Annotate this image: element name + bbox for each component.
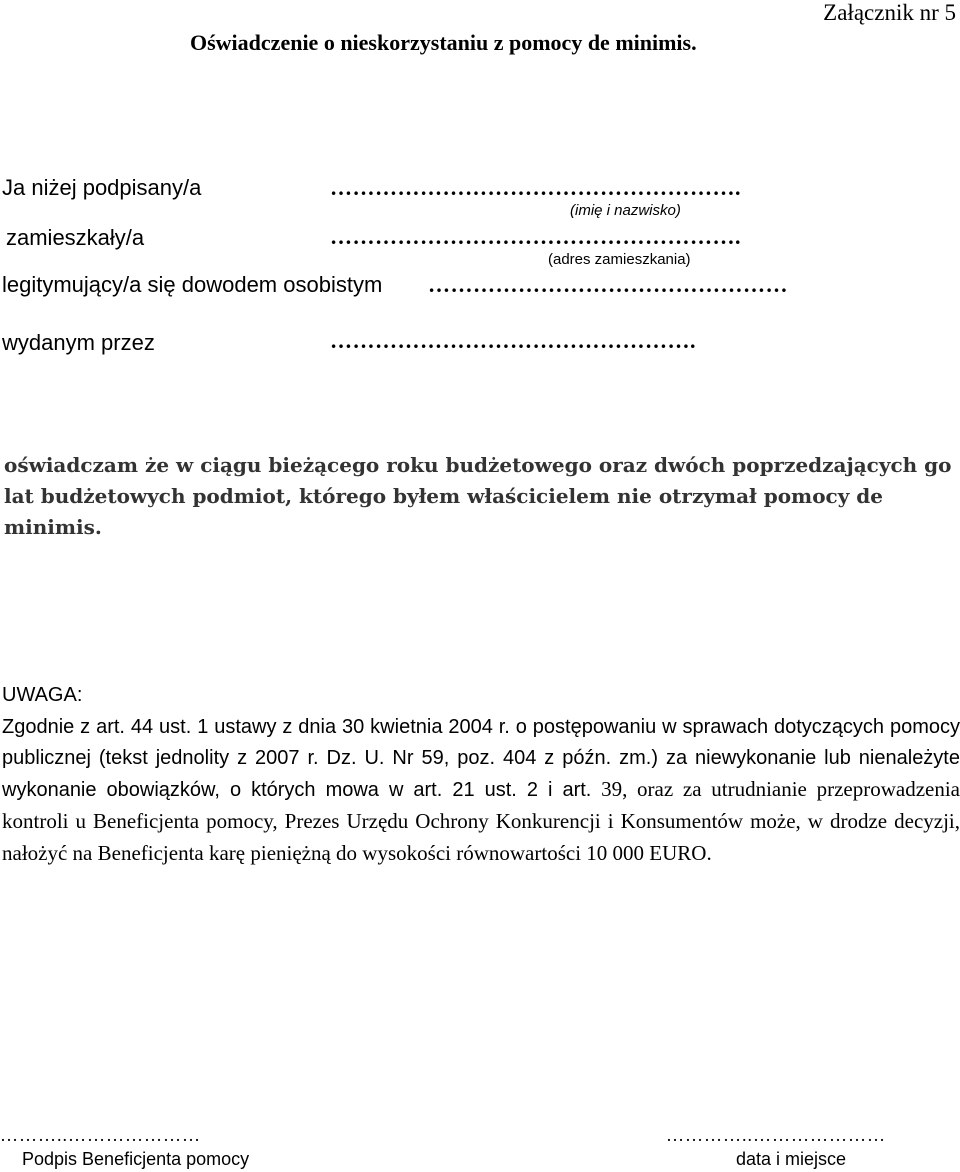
- document-title: Oświadczenie o nieskorzystaniu z pomocy de minimis.: [190, 30, 697, 55]
- id-field[interactable]: …………………………………………: [428, 272, 788, 297]
- date-place-line[interactable]: …………..…………………: [666, 1125, 886, 1145]
- name-hint: (imię i nazwisko): [570, 202, 681, 219]
- declaration-statement: oświadczam że w ciągu bieżącego roku budżetowego oraz dwóch poprzedzających go lat budżetowych podmiot, którego byłem właścicielem nie otrzymał pomocy de minimis.: [4, 453, 952, 539]
- id-label: legitymujący/a się dowodem osobistym: [2, 272, 383, 297]
- address-label: zamieszkały/a: [6, 225, 145, 250]
- address-hint: (adres zamieszkania): [548, 251, 691, 268]
- note-body-part2: 39, oraz za utrudnianie przeprowadzenia kontroli u Beneficjenta pomocy, Prezes Urzędu Ochrony Konkurencji i Konsumentów może, w drodze decyzji, nałożyć na Beneficjenta karę pieniężną do wysokości równowartości 10 000 EURO.: [2, 777, 960, 865]
- note-heading: UWAGA:: [2, 684, 83, 706]
- address-field[interactable]: ……………………………………………….: [330, 224, 741, 249]
- name-field[interactable]: ……………………………………………….: [330, 175, 741, 200]
- issued-by-label: wydanym przez: [2, 330, 155, 355]
- note-body: [2, 712, 960, 870]
- signature-line[interactable]: ………..…………………: [0, 1125, 201, 1145]
- attachment-label: Załącznik nr 5: [823, 0, 956, 25]
- name-label: Ja niżej podpisany/a: [2, 175, 202, 200]
- date-place-label: data i miejsce: [736, 1149, 847, 1169]
- note-body-part1: Zgodnie z art. 44 ust. 1 ustawy z dnia 30 kwietnia 2004 r. o postępowaniu w sprawach dotyczących pomocy publicznej (tekst jednolity z 2007 r. Dz. U. Nr 59, poz. 404 z późn. zm.) za niewykonanie lub nienależyte wykonanie obowiązków, o których mowa w art. 21 ust. 2 i art.: [2, 716, 960, 801]
- signature-label: Podpis Beneficjenta pomocy: [22, 1149, 250, 1169]
- issued-by-field[interactable]: ………………………………………….: [330, 328, 696, 353]
